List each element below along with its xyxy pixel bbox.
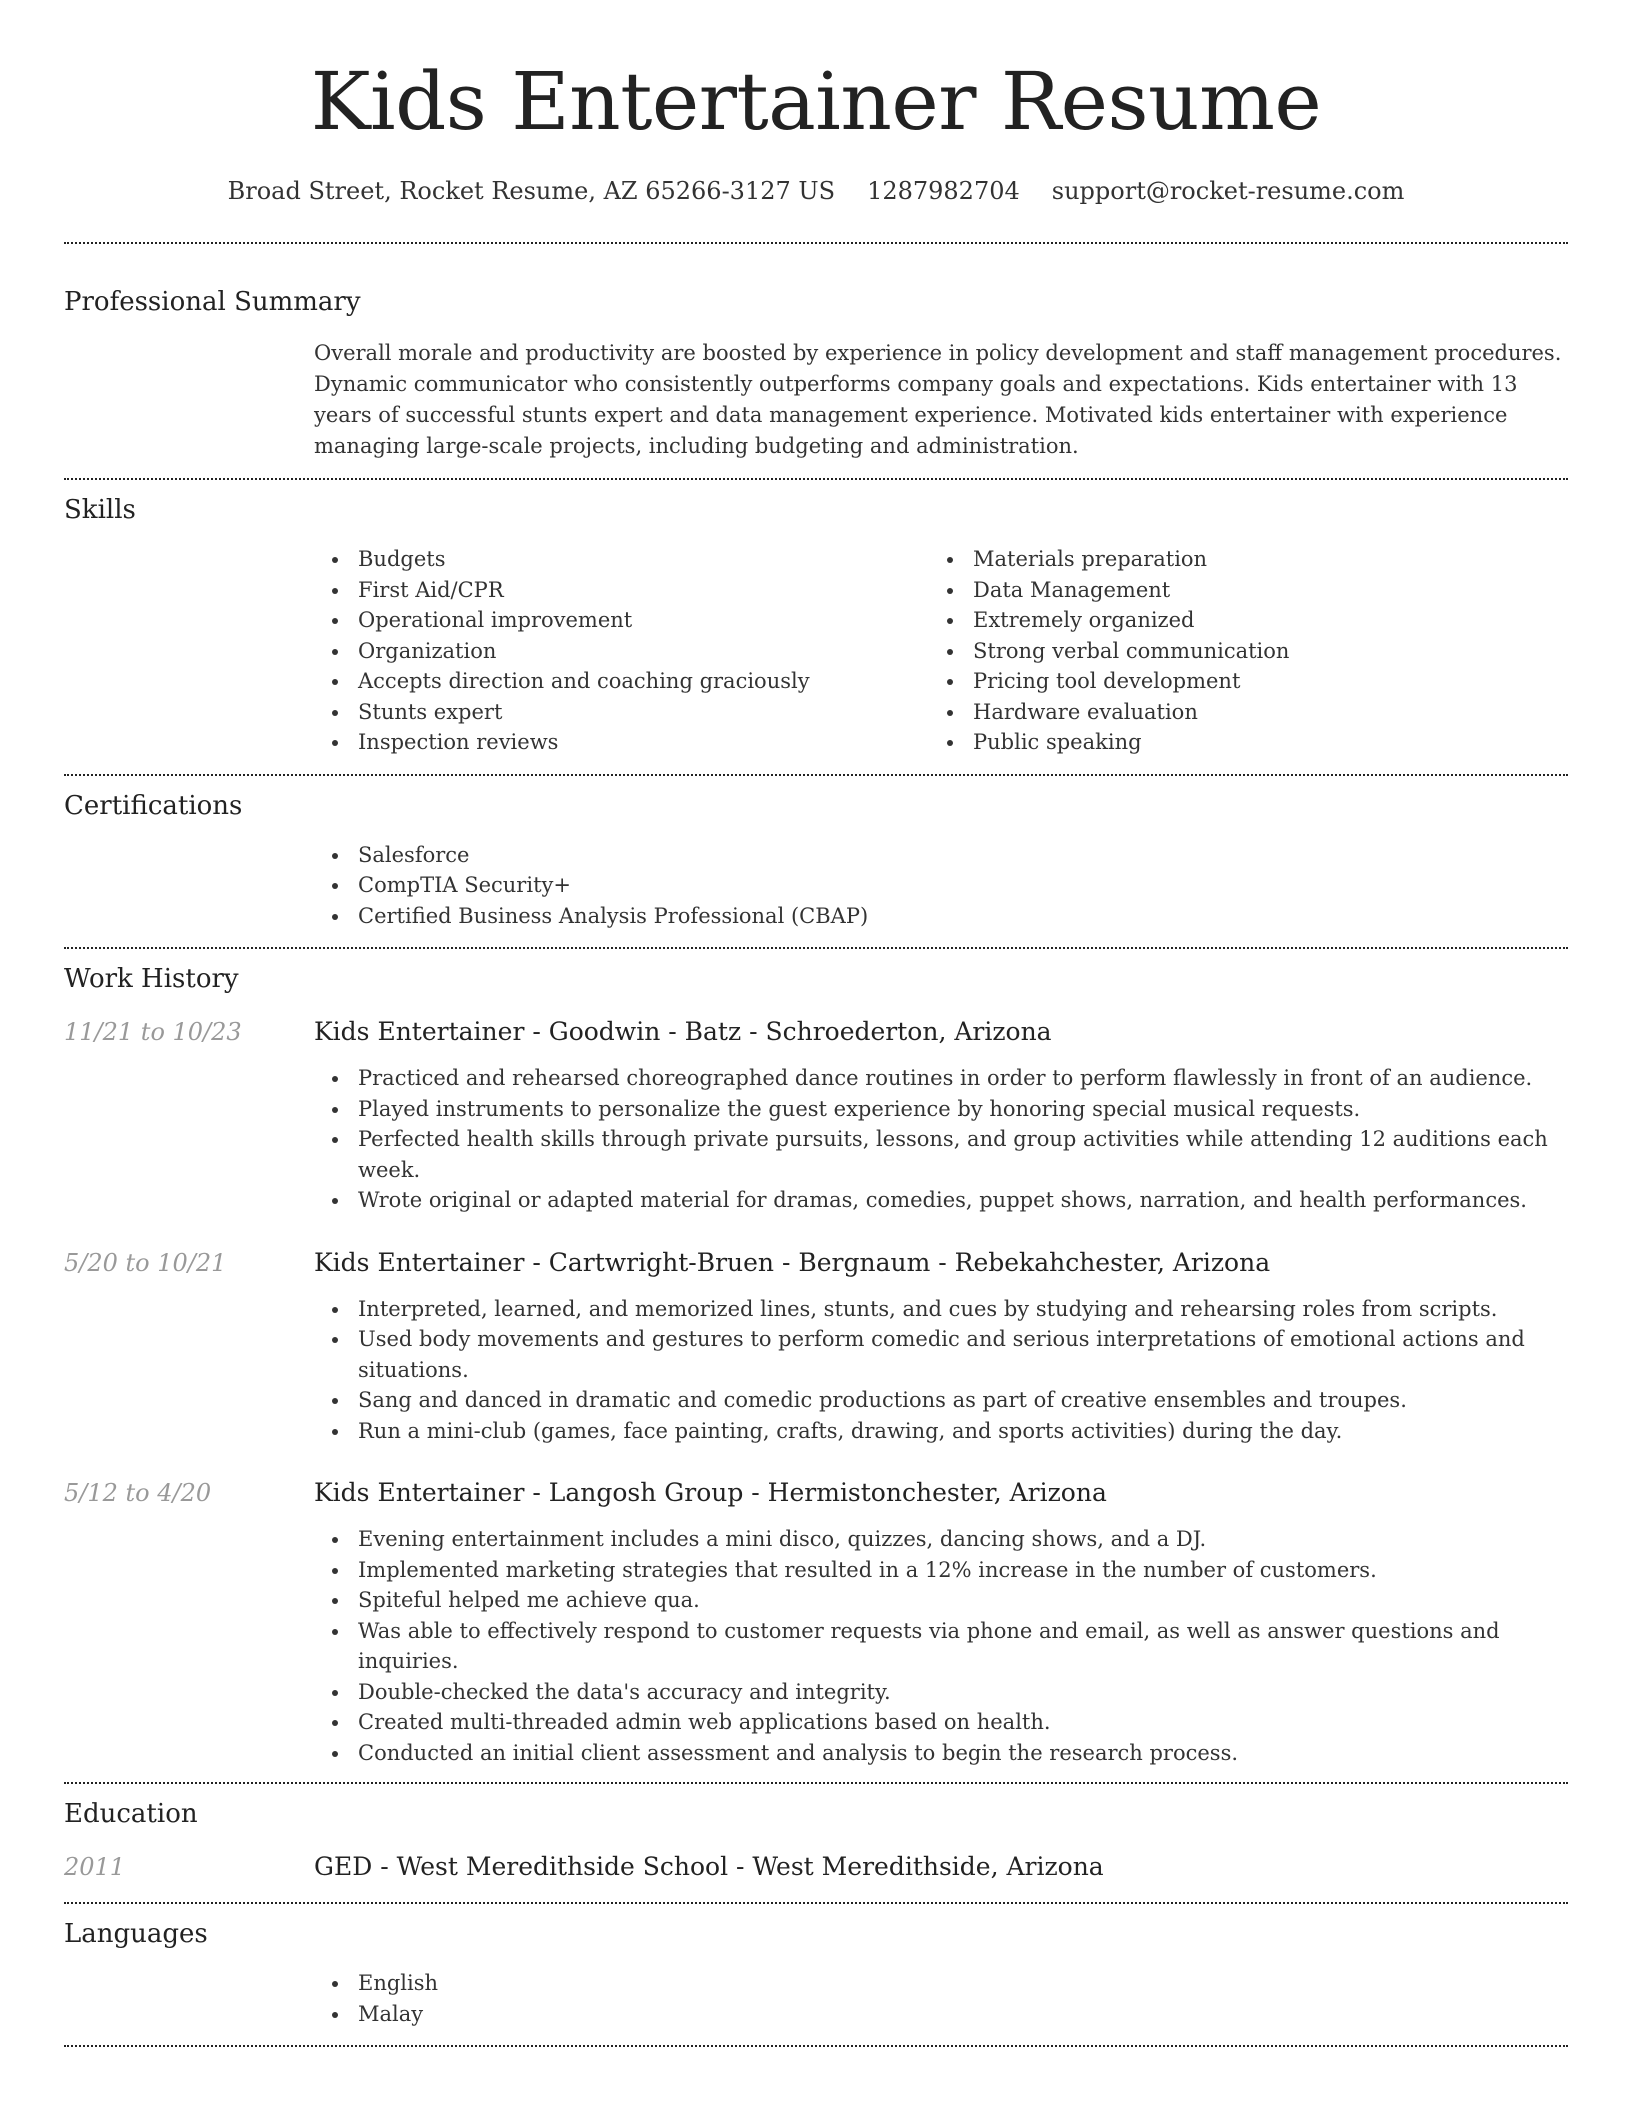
skills-grid xyxy=(314,544,1568,758)
skills-heading: Skills xyxy=(64,495,136,525)
skill-item: Operational improvement xyxy=(314,605,929,636)
resume-page xyxy=(64,0,1568,2047)
job-bullets xyxy=(314,1524,1568,1768)
contact-phone: 1287982704 xyxy=(867,177,1020,205)
skill-item: Strong verbal communication xyxy=(929,636,1544,667)
skill-item: Stunts expert xyxy=(314,697,929,728)
skills-list-left xyxy=(314,544,929,758)
skill-item: Materials preparation xyxy=(929,544,1544,575)
languages-heading: Languages xyxy=(64,1919,208,1949)
job-bullet: Run a mini-club (games, face painting, crafts, drawing, and sports activities) during the day. xyxy=(314,1416,1568,1447)
summary-heading: Professional Summary xyxy=(64,287,361,317)
education-section xyxy=(64,1784,1568,1884)
skill-item: Budgets xyxy=(314,544,929,575)
skill-item: Pricing tool development xyxy=(929,666,1544,697)
job-bullet: Played instruments to personalize the guest experience by honoring special musical requests. xyxy=(314,1094,1568,1125)
certification-item: Certified Business Analysis Professional (CBAP) xyxy=(314,901,1568,932)
job-bullet: Implemented marketing strategies that resulted in a 12% increase in the number of customers. xyxy=(314,1555,1568,1586)
work-section xyxy=(64,949,1568,1768)
job-entry xyxy=(64,1015,1568,1216)
job-bullet: Interpreted, learned, and memorized lines, stunts, and cues by studying and rehearsing roles from scripts. xyxy=(314,1294,1568,1325)
skill-item: Inspection reviews xyxy=(314,727,929,758)
skill-item: Extremely organized xyxy=(929,605,1544,636)
job-list xyxy=(64,1015,1568,1768)
certification-item: Salesforce xyxy=(314,840,1568,871)
job-title: Kids Entertainer - Langosh Group - Hermistonchester, Arizona xyxy=(314,1478,1107,1507)
job-bullet: Sang and danced in dramatic and comedic productions as part of creative ensembles and troupes. xyxy=(314,1385,1568,1416)
job-bullet: Created multi-threaded admin web applications based on health. xyxy=(314,1707,1568,1738)
skill-item: Hardware evaluation xyxy=(929,697,1544,728)
certification-item: CompTIA Security+ xyxy=(314,870,1568,901)
language-item: English xyxy=(314,1968,1568,1999)
work-heading: Work History xyxy=(64,964,239,994)
job-bullet: Used body movements and gestures to perform comedic and serious interpretations of emotional actions and situations. xyxy=(314,1324,1568,1385)
skills-list-right xyxy=(929,544,1544,758)
skill-item: Organization xyxy=(314,636,929,667)
job-bullet: Perfected health skills through private pursuits, lessons, and group activities while attending 12 auditions each week. xyxy=(314,1124,1568,1185)
languages-list xyxy=(314,1968,1568,2029)
job-bullets xyxy=(314,1294,1568,1447)
job-dates: 11/21 to 10/23 xyxy=(64,1018,242,1046)
job-title: Kids Entertainer - Goodwin - Batz - Schroederton, Arizona xyxy=(314,1017,1052,1046)
skill-item: Accepts direction and coaching graciously xyxy=(314,666,929,697)
languages-section xyxy=(64,1904,1568,2029)
certifications-section xyxy=(64,776,1568,932)
job-bullet: Double-checked the data's accuracy and integrity. xyxy=(314,1677,1568,1708)
skill-item: Data Management xyxy=(929,575,1544,606)
summary-text: Overall morale and productivity are boosted by experience in policy development and staff management procedures. Dynamic communicator who consistently outperforms company goals and expectations. Kids entertainer with 13 years of successful stunts expert and data management experience. Motivated kids entertainer with experience managing large-scale projects, including budgeting and administration. xyxy=(314,341,1562,458)
job-entry xyxy=(64,1246,1568,1447)
education-school: GED - West Meredithside School - West Meredithside, Arizona xyxy=(314,1852,1104,1881)
education-year: 2011 xyxy=(64,1853,126,1881)
job-dates: 5/12 to 4/20 xyxy=(64,1479,212,1507)
skills-section xyxy=(64,480,1568,758)
job-title: Kids Entertainer - Cartwright-Bruen - Bergnaum - Rebekahchester, Arizona xyxy=(314,1247,1271,1277)
certifications-list xyxy=(314,840,1568,932)
job-dates: 5/20 to 10/21 xyxy=(64,1248,227,1277)
language-item: Malay xyxy=(314,1999,1568,2030)
job-bullet: Was able to effectively respond to customer requests via phone and email, as well as answer questions and inquiries. xyxy=(314,1616,1568,1677)
job-bullets xyxy=(314,1063,1568,1216)
skill-item: Public speaking xyxy=(929,727,1544,758)
job-bullet: Evening entertainment includes a mini disco, quizzes, dancing shows, and a DJ. xyxy=(314,1524,1568,1555)
education-heading: Education xyxy=(64,1799,198,1829)
section-divider xyxy=(64,2045,1568,2047)
contact-email: support@rocket-resume.com xyxy=(1051,177,1405,205)
education-entry xyxy=(64,1850,1568,1884)
contact-address: Broad Street, Rocket Resume, AZ 65266-3127 US xyxy=(227,177,836,205)
contact-line xyxy=(64,174,1568,208)
resume-title: Kids Entertainer Resume xyxy=(310,55,1322,148)
summary-section xyxy=(64,244,1568,462)
job-entry xyxy=(64,1476,1568,1768)
job-bullet: Wrote original or adapted material for dramas, comedies, puppet shows, narration, and health performances. xyxy=(314,1185,1568,1216)
job-bullet: Conducted an initial client assessment and analysis to begin the research process. xyxy=(314,1738,1568,1769)
job-bullet: Practiced and rehearsed choreographed dance routines in order to perform flawlessly in front of an audience. xyxy=(314,1063,1568,1094)
skill-item: First Aid/CPR xyxy=(314,575,929,606)
job-bullet: Spiteful helped me achieve qua. xyxy=(314,1585,1568,1616)
certifications-heading: Certifications xyxy=(64,790,243,821)
